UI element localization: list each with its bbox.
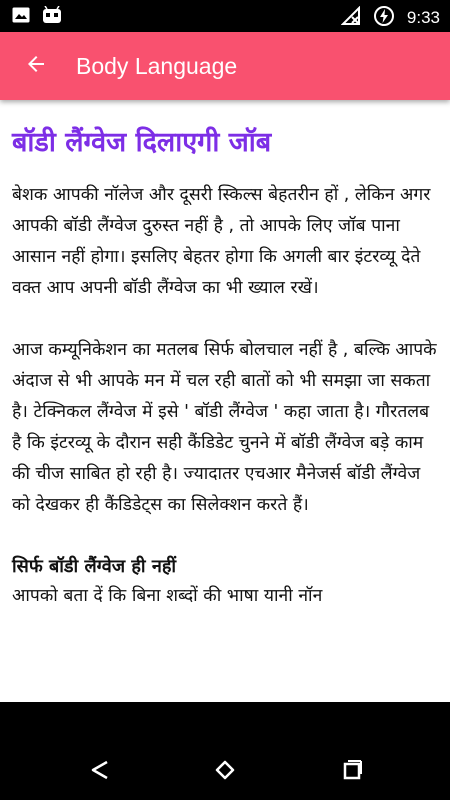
arrow-back-icon — [24, 52, 48, 80]
article-paragraph: आज कम्यूनिकेशन का मतलब सिर्फ बोलचाल नहीं है , बल्कि आपके अंदाज से भी आपके मन में चल रही बातों को भी समझा जा सकता है। टेक्निकल लैंग्वेज में इसे ' बॉडी लैंग्वेज ' कहा जाता है। गौरतलब है कि इंटरव्यू के दौरान सही कैंडिडेट चुनने में बॉडी लैंग्वेज बड़े काम की चीज साबित हो रही है। ज्यादातर एचआर मैनेजर्स बॉडी लैंग्वेज को देखकर ही कैंडिडेट्स का सिलेक्शन करते हैं। — [12, 340, 437, 515]
navigation-bar — [0, 702, 450, 800]
nav-recents-icon — [341, 759, 363, 785]
nav-back-icon — [89, 759, 111, 785]
article-subheading: सिर्फ बॉडी लैंग्वेज ही नहीं — [12, 556, 177, 577]
app-bar — [0, 32, 450, 100]
status-left-icons — [12, 6, 62, 28]
app-title: Body Language — [76, 53, 238, 79]
no-signal-icon — [341, 6, 361, 30]
article-content[interactable] — [0, 100, 450, 702]
status-right-icons — [341, 5, 440, 31]
nav-home-button[interactable] — [197, 752, 253, 792]
status-time: 9:33 — [406, 8, 440, 27]
nav-home-icon — [214, 759, 236, 785]
nav-back-button[interactable] — [72, 752, 128, 792]
android-debug-icon — [42, 6, 62, 28]
back-button[interactable] — [12, 42, 60, 90]
nav-recents-button[interactable] — [324, 752, 380, 792]
article-paragraph: बेशक आपकी नॉलेज और दूसरी स्किल्स बेहतरीन हों , लेकिन अगर आपकी बॉडी लैंग्वेज दुरुस्त नहीं है , तो आपके लिए जॉब पाना आसान नहीं होगा। इसलिए बेहतर होगा कि अगली बार इंटरव्यू देते वक्त आप अपनी बॉडी लैंग्वेज का भी ख्याल रखें। — [12, 185, 431, 298]
battery-charging-icon — [373, 5, 395, 31]
gallery-icon — [12, 7, 30, 27]
article-partial-paragraph: आपको बता दें कि बिना शब्दों की भाषा यानी नॉन — [12, 586, 323, 606]
article-heading: बॉडी लैंग्वेज दिलाएगी जॉब — [12, 127, 272, 158]
status-bar — [0, 0, 450, 32]
